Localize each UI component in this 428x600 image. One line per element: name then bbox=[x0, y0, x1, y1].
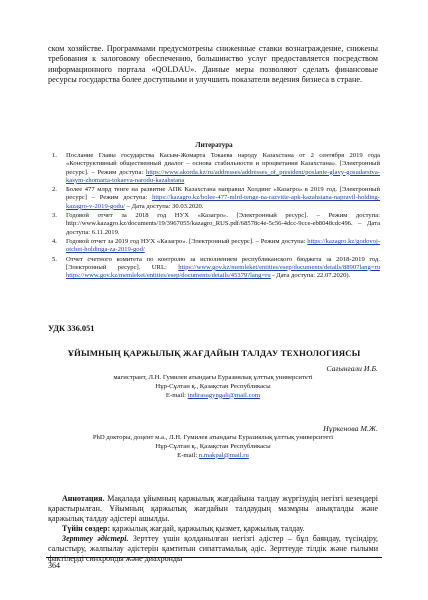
reference-number: 4. bbox=[52, 237, 57, 245]
author-block bbox=[48, 424, 378, 460]
author-block bbox=[48, 364, 378, 400]
udc-code: УДК 336.051 bbox=[48, 324, 95, 333]
author-position: PhD докторы, доцент м.а., Л.Н. Гумилев атындағы Еуразиялық ұлттық университеті bbox=[92, 434, 334, 441]
reference-number: 3. bbox=[52, 212, 57, 220]
methods-label: Зерттеу әдістері. bbox=[62, 534, 129, 543]
reference-item bbox=[48, 238, 380, 255]
reference-tail: – Дата доступа: 30.03.2020. bbox=[126, 202, 204, 210]
keywords-label: Түйін сөздер: bbox=[62, 524, 111, 533]
author-name: Сағынғали И.Б. bbox=[326, 364, 378, 373]
reference-tail: http://www.kazagro.kz/documents/19/3967055/kazagro_RUS.pdf/68578c4e-5c56-4dcc-9cce-eb8048cdc496. – Дата доступа: 6.11.2019. bbox=[66, 220, 380, 236]
methods-text: Зерттеу үшін қолданылған негізгі әдістер – бұл баяндау, түсіндіру, салыстыру, жалпылау әдістерін қамтитын сипаттамалық әдіс. Зерттеуде тілдік және ғылыми фактілерді синхронды және диахронды bbox=[48, 534, 379, 563]
page-number: 364 bbox=[48, 561, 60, 570]
reference-text: Более 477 млрд тенге на развитие АПК Казахстана направил Холдинг «Казагро» в 2019 год. [Электронный ресурс] – Режим доступа: bbox=[66, 186, 380, 202]
author-position: магистрант, Л.Н. Гумилев атындағы Еуразиялық ұлттық университеті bbox=[113, 374, 313, 381]
author-email-line bbox=[48, 392, 378, 401]
reference-link[interactable]: https://kazagro.kz/godovoj-otchet-holdinga-za-2019-god/ bbox=[66, 237, 380, 254]
keywords-text: қаржылық жағдай, қаржылық қызмет, қаржылық талдау. bbox=[112, 524, 305, 533]
reference-item bbox=[48, 212, 380, 237]
intro-paragraph: ском хозяйстве. Программами предусмотрены сниженные ставки вознаграждение, снижены требования к залоговому обеспечению, большинство услуг предоставляется посредством информационного портала «QOLDAU». Данные меры позволяют сделать финансовые ресурсы государства более доступными и улучшить показатели ведения бизнеса в стране. bbox=[48, 44, 378, 85]
reference-tail: - Дата доступа: 22.07.2020). bbox=[272, 272, 351, 280]
keywords-paragraph bbox=[48, 524, 378, 534]
reference-link[interactable]: https://www.akorda.kz/ru/addresses/addresses_of_president/poslanie-glavy-gosudarstva-kasym-zhomarta-tokaeva-narodu-kazahstana bbox=[66, 168, 380, 184]
footer-divider bbox=[46, 557, 382, 558]
email-label: E-mail: bbox=[165, 391, 186, 399]
reference-link[interactable]: https://www.gov.kz/memleket/entities/esep/documents/details/88907lang=ru https://www.gov.kz/memleket/entities/esep/documents/details/45379?lang=ru bbox=[66, 263, 380, 280]
references-list bbox=[48, 152, 380, 281]
author-city: Нұр-Сұлтан қ., Қазақстан Республикасы bbox=[155, 442, 271, 450]
author-email-link[interactable]: n.makpal@mail.ru bbox=[198, 451, 249, 459]
reference-item bbox=[48, 152, 380, 185]
abstract-text: Мақалада ұйымның қаржылық жағдайына талдау жүргізудің негізгі кезеңдері қарастырылған. Ұйымның қаржылық жағдайын талдаудың мазмұны анықталды және қаржылық талдау әдістері ашылды. bbox=[48, 494, 379, 523]
abstract-section bbox=[48, 494, 378, 564]
methods-paragraph bbox=[48, 534, 378, 564]
article-title: ҰЙЫМНЫҢ ҚАРЖЫЛЫҚ ЖАҒДАЙЫН ТАЛДАУ ТЕХНОЛОГИЯСЫ bbox=[67, 348, 361, 358]
author-email-link[interactable]: indirasagyngali@mail.com bbox=[187, 391, 261, 399]
abstract-label: Аннотация. bbox=[62, 494, 105, 503]
reference-text: Годовой отчет за 2019 год НУХ «Казагро». [Электронный ресурс]. – Режим доступа: bbox=[66, 237, 306, 245]
references-title: Литература bbox=[195, 141, 233, 149]
author-city: Нұр-Сұлтан қ., Қазақстан Республикасы bbox=[155, 382, 271, 390]
abstract-paragraph bbox=[48, 494, 378, 524]
reference-text: Отчет счетного комитета по контролю за исполнением республиканского бюджета за 2018-2019 год. [Электронный ресурс]. URL: bbox=[66, 255, 380, 271]
author-email-line bbox=[48, 452, 378, 461]
reference-item bbox=[48, 186, 380, 211]
reference-number: 2. bbox=[52, 186, 57, 194]
reference-text: Годовой отчет за 2018 год НУХ «Казагро». [Электронный ресурс]. – Режим доступа: bbox=[66, 212, 380, 220]
reference-link[interactable]: https://kazagro.kz/bolee-477-mlrd-tenge-na-razvitie-apk-kazahstana-napravil-holding-kazagro-v-2019-godu/ bbox=[66, 194, 380, 210]
reference-number: 1. bbox=[52, 152, 57, 159]
email-label: E-mail: bbox=[177, 451, 198, 459]
author-name: Нұркенова М.Ж. bbox=[323, 424, 378, 433]
reference-number: 5. bbox=[52, 255, 57, 263]
reference-item bbox=[48, 256, 380, 281]
reference-text: Послание Главы государства Касым-Жомарта Токаева народу Казахстана от 2 сентября 2019 года «Конструктивный общественный диалог – основа стабильности и процветания Казахстана». [Электронный ресурс]. – Режим доступа: bbox=[66, 152, 380, 176]
